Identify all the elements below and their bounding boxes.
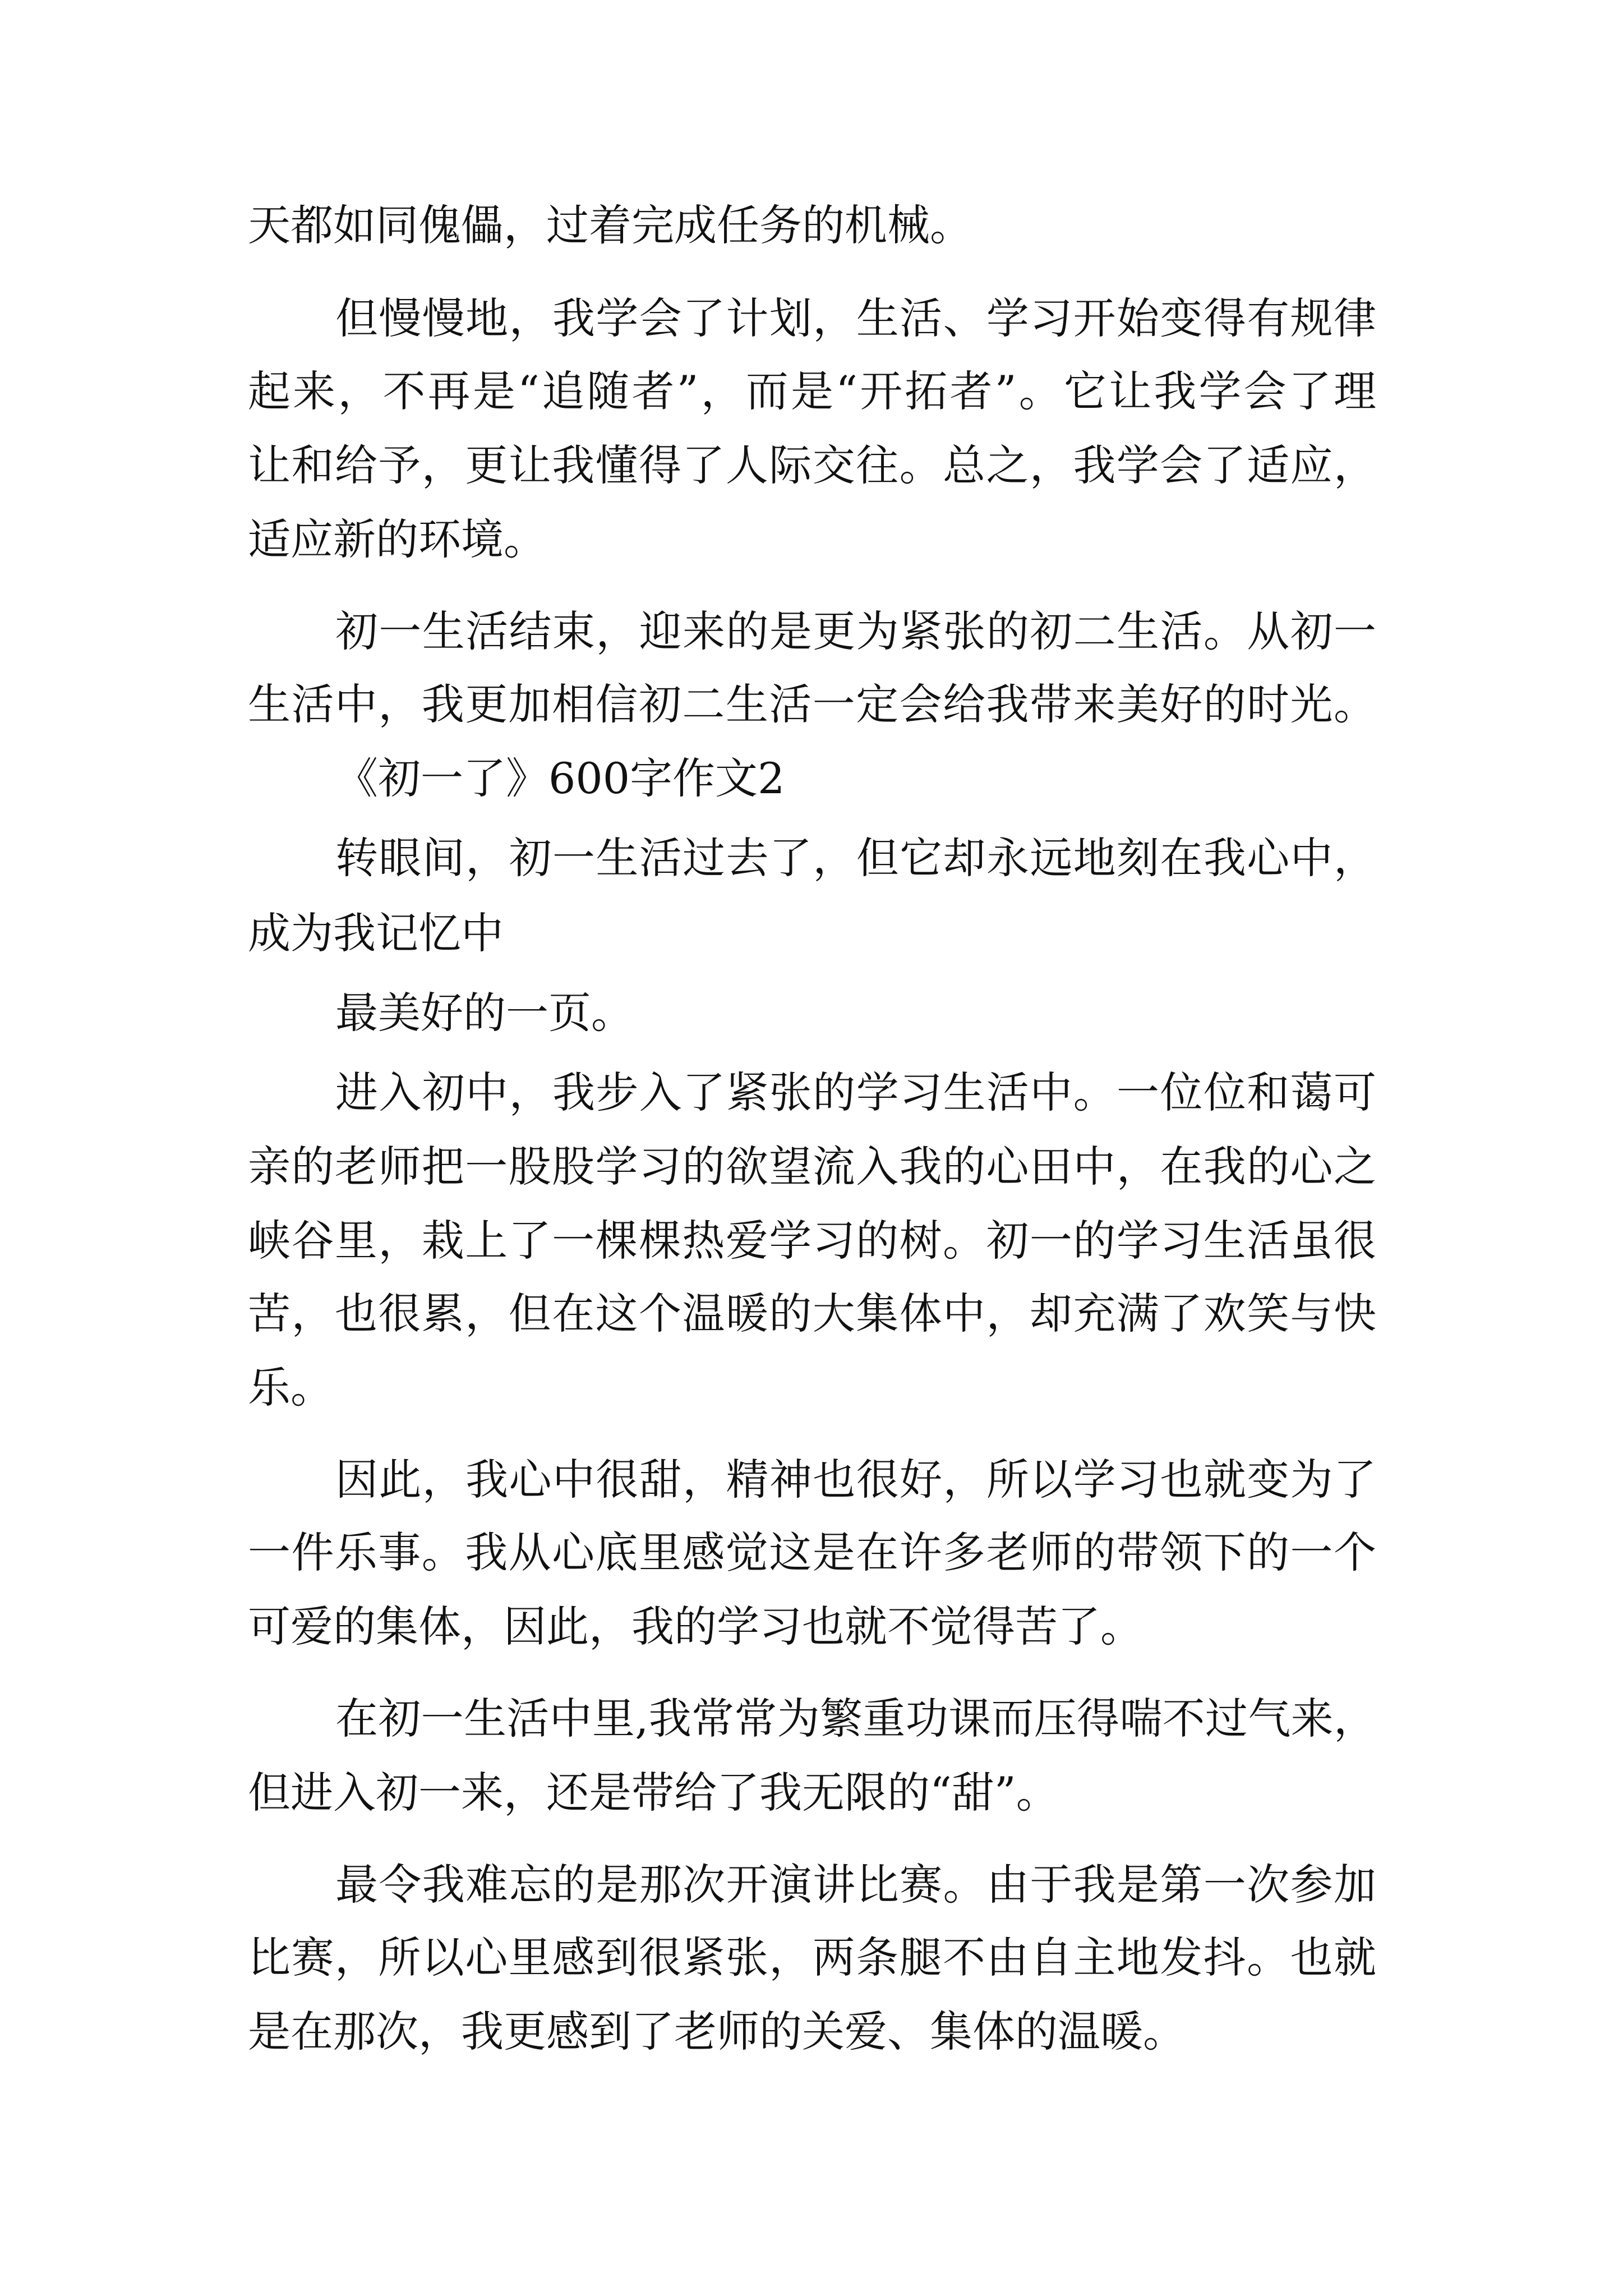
text-line: 起来，不再是“追随者”，而是“开拓者”。它让我学会了理: [248, 366, 1376, 416]
text-line: 在初一生活中里,我常常为繁重功课而压得喘不过气来，: [335, 1694, 1376, 1743]
text-line: 比赛，所以心里感到很紧张，两条腿不由自主地发抖。也就: [248, 1932, 1376, 1982]
text-line: 因此，我心中很甜，精神也很好，所以学习也就变为了: [335, 1455, 1376, 1504]
text-line: 亲的老师把一股股学习的欲望流入我的心田中，在我的心之: [248, 1142, 1376, 1191]
text-line: 成为我记忆中: [248, 908, 504, 958]
text-line: 最美好的一页。: [335, 988, 634, 1038]
text-line: 进入初中，我步入了紧张的学习生活中。一位位和蔼可: [335, 1068, 1376, 1117]
text-line: 乐。: [248, 1363, 333, 1412]
text-line: 是在那次，我更感到了老师的关爱、集体的温暖。: [248, 2007, 1186, 2056]
text-line: 生活中，我更加相信初二生活一定会给我带来美好的时光。: [248, 679, 1376, 729]
text-line: 天都如同傀儡，过着完成任务的机械。: [248, 200, 972, 250]
text-line: 一件乐事。我从心底里感觉这是在许多老师的带领下的一个: [248, 1527, 1376, 1577]
text-line: 适应新的环境。: [248, 514, 546, 564]
text-line: 让和给予，更让我懂得了人际交往。总之，我学会了适应，: [248, 440, 1376, 490]
text-line: 转眼间，初一生活过去了，但它却永远地刻在我心中，: [335, 833, 1376, 883]
text-line: 但慢慢地，我学会了计划，生活、学习开始变得有规律: [335, 293, 1376, 343]
section-heading: 《初一了》600字作文2: [335, 753, 785, 803]
text-line: 但进入初一来，还是带给了我无限的“甜”。: [248, 1768, 1059, 1818]
text-line: 最令我难忘的是那次开演讲比赛。由于我是第一次参加: [335, 1860, 1376, 1910]
text-line: 苦，也很累，但在这个温暖的大集体中，却充满了欢笑与快: [248, 1289, 1376, 1338]
text-line: 峡谷里，栽上了一棵棵热爱学习的树。初一的学习生活虽很: [248, 1216, 1376, 1266]
text-line: 可爱的集体，因此，我的学习也就不觉得苦了。: [248, 1602, 1143, 1651]
text-line: 初一生活结束，迎来的是更为紧张的初二生活。从初一: [335, 606, 1376, 656]
